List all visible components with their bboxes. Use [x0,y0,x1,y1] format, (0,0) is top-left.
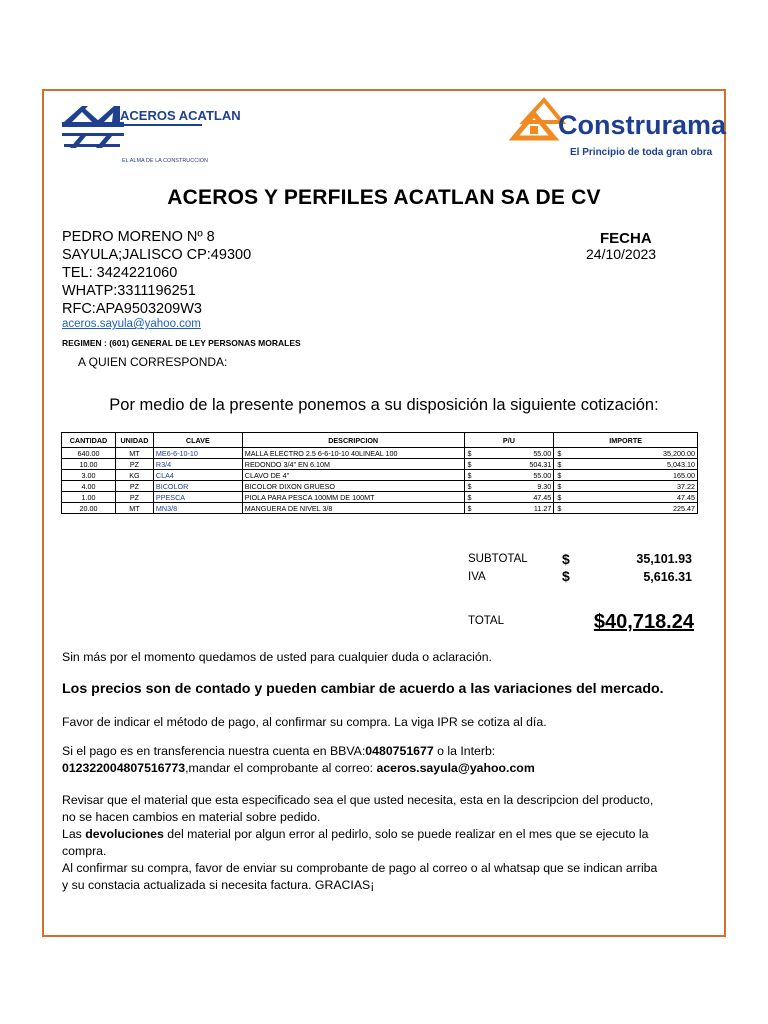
intro-text: Por medio de la presente ponemos a su disposición la siguiente cotización: [109,396,659,414]
cell-code: R3/4 [153,459,242,470]
subtotal-value: 35,101.93 [636,552,692,566]
cell-code: ME6-6-10-10 [153,448,242,459]
transfer-prefix: Si el pago es en transferencia nuestra cuenta en BBVA: [62,744,366,758]
cell-qty: 20.00 [62,503,116,514]
unit-price-value: 504.31 [529,459,552,469]
transfer-note [62,743,702,777]
total-value: $40,718.24 [593,611,694,633]
unit-price-value: 55.00 [533,470,552,480]
review-line-1: Revisar que el material que esta especificado sea el que usted necesita, esta en la descripcion del producto, [62,793,654,807]
table-row [62,492,698,503]
cell-unit-price [464,470,554,481]
cell-code: BICOLOR [153,481,242,492]
prices-note: Los precios son de contado y pueden cambiar de acuerdo a las variaciones del mercado. [62,681,664,697]
review-line-2: no se hacen cambios en material sobre pedido. [62,810,321,824]
unit-price-value: 47.45 [533,492,552,502]
col-header-amount: IMPORTE [554,433,698,448]
construrama-tagline: El Principio de toda gran obra [570,147,713,158]
currency-symbol: $ [467,470,472,480]
cell-amount [554,470,698,481]
cell-amount [554,459,698,470]
cell-description: MANGUERA DE NIVEL 3/8 [242,503,464,514]
cell-description: PIOLA PARA PESCA 100MM DE 100MT [242,492,464,503]
cell-unit: PZ [115,459,153,470]
address-rfc: RFC:APA9503209W3 [62,301,202,317]
cell-amount [554,448,698,459]
transfer-mid: o la Interb: [433,744,496,758]
unit-price-value: 55.00 [533,448,552,458]
cell-amount [554,481,698,492]
recipient-line: A QUIEN CORRESPONDA: [78,355,228,369]
cell-amount [554,492,698,503]
iva-value: 5,616.31 [643,570,692,584]
construrama-logo [512,92,727,162]
unit-price-value: 11.27 [533,503,552,513]
cell-unit: MT [115,503,153,514]
currency-symbol: $ [467,503,472,513]
returns-bold: devoluciones [85,827,164,841]
address-street: PEDRO MORENO Nº 8 [62,229,215,245]
currency-symbol: $ [557,481,562,491]
returns-line-2: compra. [62,844,107,858]
cell-code: PPESCA [153,492,242,503]
currency-symbol: $ [467,481,472,491]
amount-value: 35,200.00 [663,448,695,458]
amount-value: 5,043.10 [667,459,695,469]
transfer-suffix: ,mandar el comprobante al correo: [185,761,377,775]
interbank-account: 012322004807516773 [62,761,186,775]
cell-qty: 1.00 [62,492,116,503]
confirm-line-1: Al confirmar su compra, favor de enviar su comprobante de pago al correo o al whatsap que se indican arriba [62,861,658,875]
table-row [62,459,698,470]
currency-symbol: $ [557,459,562,469]
cell-description: CLAVO DE 4" [242,470,464,481]
tax-regimen: REGIMEN : (601) GENERAL DE LEY PERSONAS MORALES [62,338,301,348]
subtotal-currency: $ [562,551,570,567]
col-header-unit: UNIDAD [115,433,153,448]
aceros-acatlan-tagline: EL ALMA DE LA CONSTRUCCION [122,158,208,164]
returns-suffix: del material por algun error al pedirlo, solo se puede realizar en el mes que se ejecuto la [163,827,649,841]
col-header-description: DESCRIPCION [242,433,464,448]
currency-symbol: $ [557,448,562,458]
table-row [62,481,698,492]
col-header-code: CLAVE [153,433,242,448]
address-tel: TEL: 3424221060 [62,265,178,281]
aceros-acatlan-logo-text: ACEROS ACATLAN [120,108,241,123]
returns-prefix: Las [62,827,86,841]
amount-value: 225.47 [673,503,695,513]
cell-description: MALLA ELECTRO 2.5 6-6-10-10 40LINEAL 100 [242,448,464,459]
cell-unit: KG [115,470,153,481]
date-label: FECHA [600,230,652,247]
cell-qty: 3.00 [62,470,116,481]
cell-qty: 640.00 [62,448,116,459]
cell-unit-price [464,448,554,459]
subtotal-label: SUBTOTAL [468,553,528,565]
aceros-acatlan-logo [62,100,241,166]
email-link[interactable]: aceros.sayula@yahoo.com [62,318,201,330]
table-row [62,470,698,481]
currency-symbol: $ [467,492,472,502]
cell-qty: 10.00 [62,459,116,470]
cell-amount [554,503,698,514]
cell-unit-price [464,481,554,492]
currency-symbol: $ [557,503,562,513]
cell-code: CLA4 [153,470,242,481]
table-header-row [62,433,698,448]
date-value: 24/10/2023 [586,246,657,262]
transfer-email: aceros.sayula@yahoo.com [376,761,535,775]
amount-value: 165.00 [673,470,695,480]
amount-value: 37.22 [677,481,695,491]
quotation-table [61,432,698,514]
cell-description: REDONDO 3/4" EN 6.10M [242,459,464,470]
unit-price-value: 9.30 [537,481,552,491]
cell-description: BICOLOR DIXON GRUESO [242,481,464,492]
currency-symbol: $ [557,470,562,480]
closing-note: Sin más por el momento quedamos de usted para cualquier duda o aclaración. [62,650,492,664]
cell-unit-price [464,459,554,470]
col-header-quantity: CANTIDAD [62,433,116,448]
currency-symbol: $ [467,448,472,458]
cell-qty: 4.00 [62,481,116,492]
currency-symbol: $ [467,459,472,469]
cell-code: MN3/8 [153,503,242,514]
address-whatsapp: WHATP:3311196251 [62,283,196,299]
payment-note: Favor de indicar el método de pago, al confirmar su compra. La viga IPR se cotiza al día. [62,715,547,729]
iva-currency: $ [562,568,570,584]
col-header-unit-price: P/U [464,433,554,448]
bbva-account: 0480751677 [365,744,434,758]
conditions-note [62,792,702,894]
cell-unit: PZ [115,481,153,492]
cell-unit: PZ [115,492,153,503]
table-row [62,503,698,514]
construrama-logo-text: Construrama [558,110,727,140]
total-label: TOTAL [468,615,504,627]
currency-symbol: $ [557,492,562,502]
cell-unit: MT [115,448,153,459]
company-name: ACEROS Y PERFILES ACATLAN SA DE CV [167,186,601,209]
confirm-line-2: y su constacia actualizada si necesita factura. GRACIAS¡ [62,878,375,892]
table-row [62,448,698,459]
iva-label: IVA [468,571,486,583]
cell-unit-price [464,503,554,514]
amount-value: 47.45 [677,492,695,502]
cell-unit-price [464,492,554,503]
address-city: SAYULA;JALISCO CP:49300 [62,247,252,263]
